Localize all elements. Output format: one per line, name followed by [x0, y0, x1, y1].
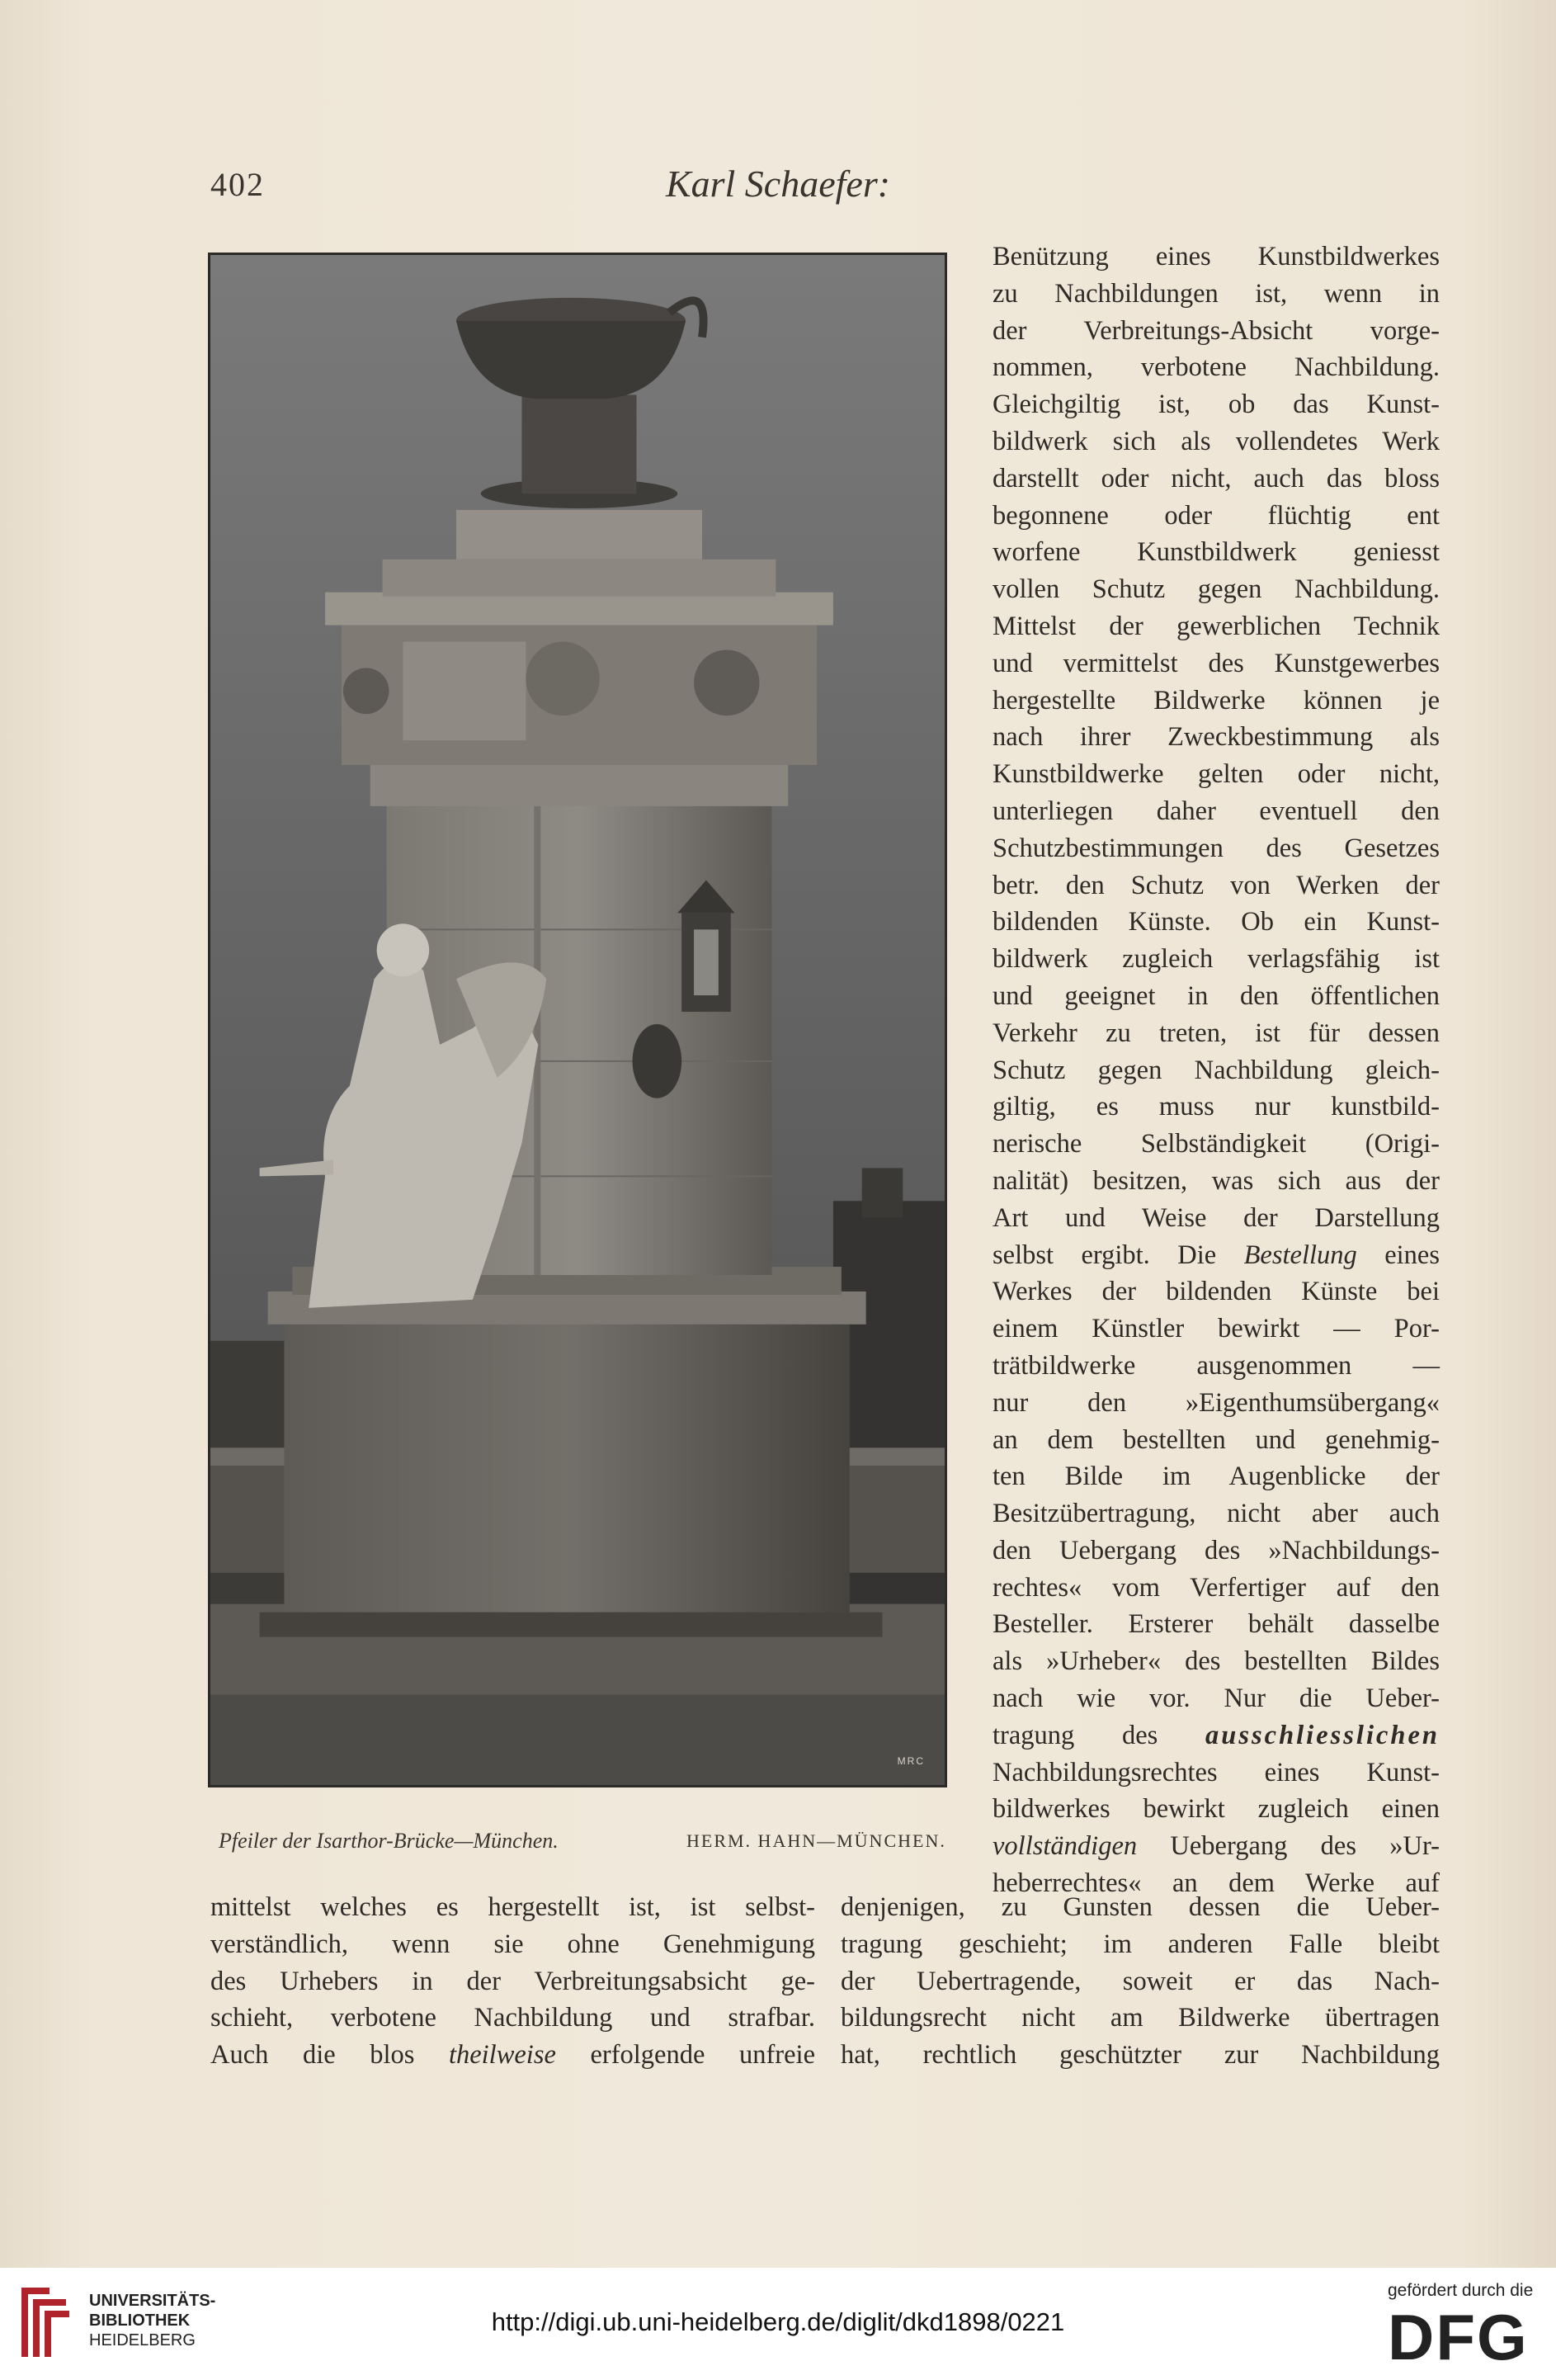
library-line-2: BIBLIOTHEK — [89, 2312, 191, 2330]
text-run: nalität) besitzen, was sich aus der — [993, 1165, 1440, 1196]
dfg-logo: DFG — [1388, 2301, 1529, 2373]
text-run: begonnene oder flüchtig ent — [993, 500, 1440, 531]
text-run: Besitzübertragung, nicht aber auch — [993, 1499, 1440, 1529]
text-line — [993, 793, 1440, 830]
text-line — [993, 386, 1440, 423]
text-run: Mittelst der gewerblichen Technik — [993, 611, 1440, 641]
text-line — [993, 276, 1440, 313]
text-line — [993, 1348, 1440, 1385]
text-run: Auch die blos — [210, 2040, 449, 2071]
library-line-1: UNIVERSITÄTS- — [89, 2292, 216, 2310]
monument-photograph — [208, 253, 947, 1787]
text-line — [993, 238, 1440, 276]
text-line — [993, 978, 1440, 1015]
text-run: verständlich, wenn sie ohne Genehmigung — [210, 1929, 815, 1959]
text-line — [210, 1963, 815, 2000]
text-line — [993, 1126, 1440, 1163]
text-line — [993, 756, 1440, 793]
text-run: schieht, verbotene Nachbildung und strafbar. — [210, 2003, 815, 2033]
text-line — [993, 608, 1440, 645]
page-number: 402 — [210, 166, 265, 203]
text-run: vollen Schutz gegen Nachbildung. — [993, 574, 1440, 605]
text-line — [993, 1643, 1440, 1680]
text-run: worfene Kunstbildwerk geniesst — [993, 537, 1440, 568]
text-run: der Uebertragende, soweit er das Nach- — [841, 1966, 1440, 1996]
text-line — [993, 941, 1440, 978]
text-line — [993, 1570, 1440, 1607]
text-line — [993, 1088, 1440, 1126]
text-line — [993, 1606, 1440, 1643]
emphasized-text: Bestellung — [1243, 1240, 1357, 1270]
text-run: Benützung eines Kunstbildwerkes — [993, 242, 1440, 272]
text-column-right — [993, 238, 1440, 1902]
text-run: trätbildwerke ausgenommen — — [993, 1350, 1440, 1381]
text-run: bildwerkes bewirkt zugleich einen — [993, 1794, 1440, 1825]
text-run: unterliegen daher eventuell den — [993, 796, 1440, 826]
text-line — [993, 904, 1440, 941]
text-run: Verkehr zu treten, ist für dessen — [993, 1018, 1440, 1048]
emphasized-text: vollständigen — [993, 1831, 1138, 1862]
text-run: bildwerk sich als vollendetes Werk — [993, 426, 1440, 456]
text-line — [993, 1273, 1440, 1310]
text-run: giltig, es muss nur kunstbild- — [993, 1092, 1440, 1122]
text-line — [210, 1889, 815, 1926]
text-run: tragung geschieht; im anderen Falle bleibt — [841, 1929, 1440, 1959]
text-run: selbst ergibt. Die — [993, 1240, 1244, 1270]
text-run: hat, rechtlich geschützter zur Nachbildung — [841, 2040, 1440, 2071]
text-line — [993, 1422, 1440, 1459]
emphasized-text: theilweise — [448, 2040, 556, 2071]
text-run: nach ihrer Zweckbestimmung als — [993, 722, 1440, 753]
text-line — [993, 1791, 1440, 1828]
text-run: nur den »Eigenthumsübergang« — [993, 1387, 1440, 1418]
text-run: betr. den Schutz von Werken der — [993, 870, 1440, 900]
figure-credit: HERM. HAHN—MÜNCHEN. — [686, 1830, 946, 1851]
permalink-url[interactable]: http://digi.ub.uni-heidelberg.de/diglit/dkd1898/0221 — [491, 2307, 1065, 2336]
text-run: heberrechtes« an dem Werke auf — [993, 1868, 1440, 1899]
text-run: nommen, verbotene Nachbildung. — [993, 352, 1440, 383]
text-line — [993, 1310, 1440, 1348]
text-line — [993, 1052, 1440, 1089]
text-run: bildwerk zugleich verlagsfähig ist — [993, 944, 1440, 975]
text-run: und vermittelst des Kunstgewerbes — [993, 648, 1440, 678]
text-line — [993, 719, 1440, 756]
text-run: Werkes der bildenden Künste bei — [993, 1277, 1440, 1307]
text-run: als »Urheber« des bestellten Bildes — [993, 1646, 1440, 1677]
text-run: der Verbreitungs-Absicht vorge- — [993, 315, 1440, 346]
text-run: ten Bilde im Augenblicke der — [993, 1462, 1440, 1492]
text-run: nach wie vor. Nur die Ueber- — [993, 1683, 1440, 1714]
text-run: eines — [1356, 1240, 1440, 1270]
text-line — [993, 1754, 1440, 1792]
text-run: tragung des — [993, 1720, 1206, 1750]
text-run: Besteller. Ersterer behält dasselbe — [993, 1609, 1440, 1640]
text-run: bildenden Künste. Ob ein Kunst- — [993, 907, 1440, 937]
text-line — [993, 571, 1440, 608]
text-line — [993, 1680, 1440, 1717]
text-line — [993, 1200, 1440, 1237]
text-run: und geeignet in den öffentlichen — [993, 980, 1440, 1011]
text-run: Nachbildungsrechtes eines Kunst- — [993, 1757, 1440, 1787]
library-line-3: HEIDELBERG — [89, 2331, 196, 2349]
text-run: erfolgende unfreie — [555, 2040, 815, 2071]
text-run: darstellt oder nicht, auch das bloss — [993, 463, 1440, 493]
text-run: einem Künstler bewirkt — Por- — [993, 1314, 1440, 1344]
text-run: Schutz gegen Nachbildung gleich- — [993, 1055, 1440, 1085]
text-run: des Urhebers in der Verbreitungsabsicht ge- — [210, 1966, 815, 1996]
text-line — [841, 1926, 1440, 1963]
text-line — [841, 2037, 1440, 2074]
text-run: Uebergang des »Ur- — [1137, 1831, 1440, 1862]
printer-mark: MRC — [897, 1755, 925, 1767]
text-line — [993, 1458, 1440, 1495]
text-line — [993, 682, 1440, 720]
text-run: zu Nachbildungen ist, wenn in — [993, 278, 1440, 309]
text-line — [841, 1889, 1440, 1926]
text-line — [993, 1828, 1440, 1865]
text-run: rechtes« vom Verfertiger auf den — [993, 1572, 1440, 1603]
text-line — [993, 645, 1440, 682]
text-line — [993, 498, 1440, 535]
text-run: hergestellte Bildwerke können je — [993, 685, 1440, 715]
text-run: Schutzbestimmungen des Gesetzes — [993, 833, 1440, 863]
text-run: nerische Selbständigkeit (Origi- — [993, 1129, 1440, 1159]
text-line — [841, 2000, 1440, 2037]
running-title: Karl Schaefer: — [665, 163, 891, 205]
pillar-illustration — [210, 255, 945, 1785]
text-run: Kunstbildwerke gelten oder nicht, — [993, 759, 1440, 790]
text-line — [993, 349, 1440, 386]
text-run: Gleichgiltig ist, ob das Kunst- — [993, 390, 1440, 420]
text-line — [210, 2037, 815, 2074]
text-run: denjenigen, zu Gunsten dessen die Ueber- — [841, 1892, 1440, 1922]
text-line — [993, 1532, 1440, 1570]
text-run: mittelst welches es hergestellt ist, ist selbst- — [210, 1892, 815, 1922]
text-run: den Uebergang des »Nachbildungs- — [993, 1535, 1440, 1565]
text-line — [993, 313, 1440, 350]
funding-note: gefördert durch die — [1388, 2281, 1534, 2300]
text-run: Art und Weise der Darstellung — [993, 1202, 1440, 1233]
text-line — [993, 1717, 1440, 1754]
text-run: an dem bestellten und genehmig- — [993, 1424, 1440, 1455]
text-line — [993, 1385, 1440, 1422]
figure-caption: Pfeiler der Isarthor-Brücke—München. — [219, 1829, 559, 1853]
text-line — [993, 1495, 1440, 1532]
text-line — [210, 2000, 815, 2037]
text-column-bottom-right — [841, 1889, 1440, 2074]
text-line — [993, 1015, 1440, 1052]
text-column-bottom-left — [210, 1889, 815, 2074]
text-line — [993, 460, 1440, 498]
text-line — [993, 1163, 1440, 1200]
emphasized-text: ausschliesslichen — [1205, 1720, 1440, 1750]
text-line — [993, 1237, 1440, 1274]
text-line — [841, 1963, 1440, 2000]
text-line — [993, 534, 1440, 571]
text-line — [210, 1926, 815, 1963]
text-line — [993, 830, 1440, 867]
text-line — [993, 423, 1440, 460]
text-line — [993, 867, 1440, 904]
text-run: bildungsrecht nicht am Bildwerke übertragen — [841, 2003, 1440, 2033]
